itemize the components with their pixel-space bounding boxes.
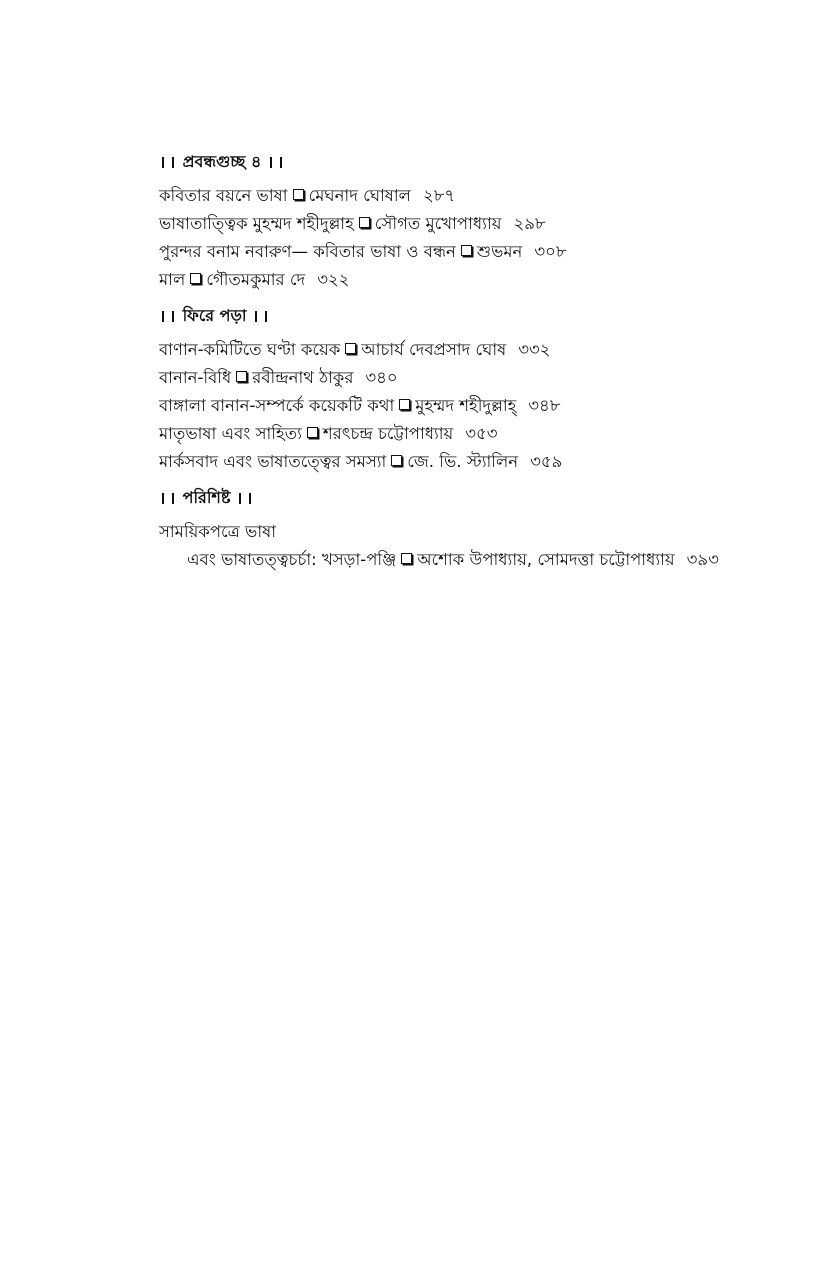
section-prabandhaguchha — [159, 150, 799, 294]
entry-title: বাঙ্গালা বানান-সম্পর্কে কয়েকটি কথা — [159, 396, 395, 415]
section-phire-pora — [159, 304, 799, 476]
section-heading — [159, 150, 799, 174]
entry-page-number: ২৮৭ — [422, 186, 456, 205]
toc-entry[interactable] — [159, 266, 799, 294]
entry-author: অশোক উপাধ্যায়, সোমদত্তা চট্টোপাধ্যায় — [417, 550, 675, 569]
entry-page-number: ৩৪০ — [365, 368, 398, 387]
section-parishishta — [159, 486, 799, 574]
ornament-icon — [255, 311, 267, 322]
entry-author: জে. ভি. স্ট্যালিন — [407, 452, 519, 471]
toc-entry[interactable] — [159, 364, 799, 392]
entry-title: কবিতার বয়নে ভাষা — [159, 186, 288, 205]
square-bullet-icon — [236, 371, 247, 382]
entry-author: শুভমন — [476, 242, 523, 261]
entry-page-number: ৩২২ — [317, 270, 350, 289]
entry-title-continued: এবং ভাষাতত্ত্বচর্চা: খসড়া-পঞ্জি — [187, 550, 397, 569]
toc-entry[interactable] — [159, 238, 799, 266]
square-bullet-icon — [293, 189, 304, 200]
entry-title: বানান-বিধি — [159, 368, 232, 387]
entry-page-number: ৩৫৯ — [530, 452, 563, 471]
square-bullet-icon — [391, 455, 402, 466]
entry-author: রবীন্দ্রনাথ ঠাকুর — [252, 368, 354, 387]
entry-page-number: ৩০৮ — [534, 242, 567, 261]
entry-title: পুরন্দর বনাম নবারুণ— কবিতার ভাষা ও বন্ধন — [159, 242, 456, 261]
ornament-icon — [162, 311, 174, 322]
square-bullet-icon — [345, 343, 356, 354]
entry-author: সৌগত মুখোপাধ্যায় — [374, 214, 502, 233]
square-bullet-icon — [461, 245, 472, 256]
entry-author: মেঘনাদ ঘোষাল — [308, 186, 411, 205]
section-heading — [159, 486, 799, 510]
entry-title: ভাষাতাত্ত্বিক মুহম্মদ শহীদুল্লাহ — [159, 214, 354, 233]
square-bullet-icon — [401, 553, 412, 564]
toc-entry[interactable] — [159, 336, 799, 364]
square-bullet-icon — [399, 399, 410, 410]
entry-title: মাতৃভাষা এবং সাহিত্য — [159, 424, 302, 443]
toc-entry-line2[interactable] — [159, 546, 799, 574]
entry-author: শরৎচন্দ্র চট্টোপাধ্যায় — [322, 424, 454, 443]
toc-entry[interactable] — [159, 392, 799, 420]
entry-page-number: ৩৩২ — [518, 340, 551, 359]
entry-page-number: ৩৯৩ — [686, 550, 719, 569]
ornament-icon — [162, 157, 174, 168]
entry-author: মুহম্মদ শহীদুল্লাহ্ — [415, 396, 517, 415]
table-of-contents — [159, 150, 799, 584]
toc-entry[interactable] — [159, 210, 799, 238]
section-heading-text: ফিরে পড়া — [182, 306, 247, 325]
entry-author: আচার্য দেবপ্রসাদ ঘোষ — [361, 340, 507, 359]
entry-title: বাণান-কমিটিতে ঘণ্টা কয়েক — [159, 340, 341, 359]
square-bullet-icon — [190, 273, 201, 284]
section-heading-text: প্রবন্ধগুচ্ছ ৪ — [182, 152, 262, 171]
ornament-icon — [239, 493, 251, 504]
entry-page-number: ৩৪৮ — [528, 396, 561, 415]
entry-title: মার্কসবাদ এবং ভাষাতত্ত্বের সমস্যা — [159, 452, 387, 471]
entry-title: সাময়িকপত্রে ভাষা — [159, 522, 276, 541]
entry-page-number: ২৯৮ — [513, 214, 546, 233]
square-bullet-icon — [359, 217, 370, 228]
entry-title: মাল — [159, 270, 186, 289]
ornament-icon — [270, 157, 282, 168]
toc-entry[interactable] — [159, 182, 799, 210]
entry-page-number: ৩৫৩ — [465, 424, 498, 443]
entry-author: গৌতমকুমার দে — [206, 270, 306, 289]
toc-entry-line1[interactable] — [159, 518, 799, 546]
toc-entry[interactable] — [159, 420, 799, 448]
square-bullet-icon — [307, 427, 318, 438]
section-heading — [159, 304, 799, 328]
toc-entry[interactable] — [159, 448, 799, 476]
section-heading-text: পরিশিষ্ট — [182, 488, 231, 507]
ornament-icon — [162, 493, 174, 504]
